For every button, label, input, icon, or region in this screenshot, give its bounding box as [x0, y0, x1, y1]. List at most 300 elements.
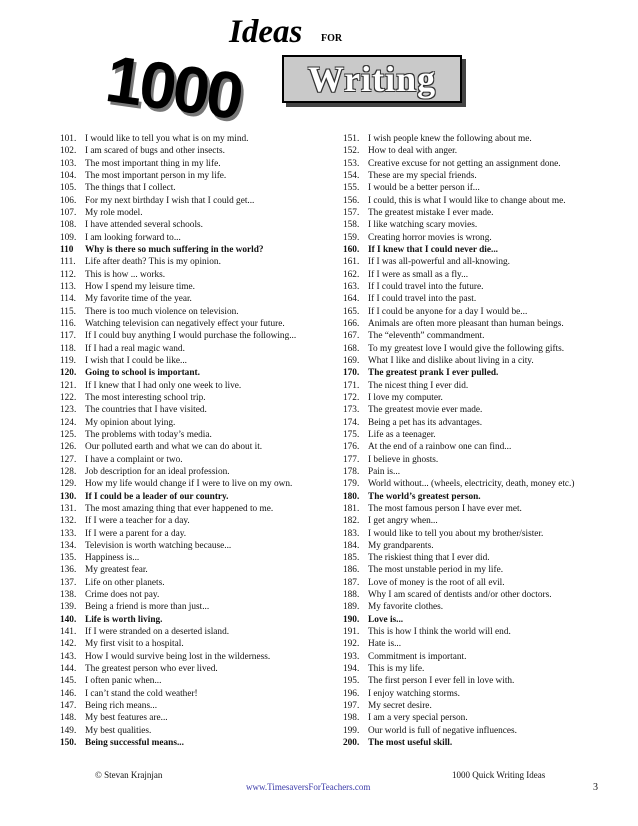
list-item: [343, 626, 603, 638]
item-number: 180.: [343, 491, 360, 502]
item-text: My role model.: [85, 207, 143, 218]
list-item: [60, 737, 332, 749]
list-item: [343, 281, 603, 293]
item-text: Hate is...: [368, 639, 402, 650]
item-text: Pain is...: [368, 466, 401, 477]
item-number: 199.: [343, 725, 360, 736]
item-text: To my greatest love I would give the following gifts.: [368, 343, 565, 354]
list-item: [60, 207, 332, 219]
list-item: [343, 330, 603, 342]
item-text: The nicest thing I ever did.: [368, 380, 469, 391]
item-number: 150.: [60, 738, 77, 749]
item-text: Creating horror movies is wrong.: [368, 232, 492, 243]
item-text: How I would survive being lost in the wilderness.: [85, 651, 271, 662]
item-number: 127.: [60, 454, 77, 465]
list-item: [60, 540, 332, 552]
item-number: 160.: [343, 244, 360, 255]
list-item: [343, 355, 603, 367]
item-text: Life after death? This is my opinion.: [85, 257, 221, 268]
item-text: My opinion about lying.: [85, 417, 176, 428]
item-text: Why I am scared of dentists and/or other doctors.: [368, 590, 552, 601]
item-number: 117.: [60, 331, 76, 342]
item-text: Happiness is...: [85, 553, 140, 564]
list-item: [60, 256, 332, 268]
item-text: I could, this is what I would like to change about me.: [368, 195, 566, 206]
page-number: 3: [593, 782, 598, 793]
item-text: The most unstable period in my life.: [368, 565, 504, 576]
item-number: 152.: [343, 146, 360, 157]
list-item: [343, 244, 603, 256]
list-item: [60, 306, 332, 318]
list-item: [60, 552, 332, 564]
item-text: I have a complaint or two.: [85, 454, 183, 465]
item-number: 101.: [60, 134, 77, 144]
item-number: 171.: [343, 380, 360, 391]
item-number: 147.: [60, 701, 77, 712]
item-number: 165.: [343, 306, 360, 317]
list-item: [60, 515, 332, 527]
item-text: Being a friend is more than just...: [85, 602, 210, 613]
item-text: The most interesting school trip.: [85, 392, 206, 403]
item-number: 195.: [343, 676, 360, 687]
item-text: The world’s greatest person.: [368, 491, 481, 502]
item-number: 200.: [343, 738, 360, 749]
item-text: My grandparents.: [368, 540, 434, 551]
item-number: 125.: [60, 429, 77, 440]
item-number: 116.: [60, 318, 76, 329]
item-number: 157.: [343, 207, 360, 218]
list-item: [343, 170, 603, 182]
item-text: I believe in ghosts.: [368, 454, 439, 465]
item-text: I wish people knew the following about me.: [368, 134, 532, 144]
list-item: [60, 404, 332, 416]
item-number: 110: [60, 244, 74, 255]
item-text: Love of money is the root of all evil.: [368, 577, 505, 588]
item-number: 114.: [60, 294, 76, 305]
item-text: For my next birthday I wish that I could get...: [85, 195, 255, 206]
list-item: [60, 626, 332, 638]
item-text: Our world is full of negative influences.: [368, 725, 517, 736]
item-number: 184.: [343, 540, 360, 551]
item-number: 197.: [343, 701, 360, 712]
item-number: 118.: [60, 343, 76, 354]
item-number: 132.: [60, 516, 77, 527]
list-item: [343, 725, 603, 737]
item-text: I can’t stand the cold weather!: [85, 688, 198, 699]
list-item: [60, 145, 332, 157]
item-text: Love is...: [368, 614, 404, 625]
item-text: I get angry when...: [368, 516, 438, 527]
list-item: [343, 392, 603, 404]
item-text: I love my computer.: [368, 392, 443, 403]
item-text: The most useful skill.: [368, 738, 453, 749]
list-item: [343, 478, 603, 490]
list-item: [60, 528, 332, 540]
item-number: 129.: [60, 479, 77, 490]
item-number: 120.: [60, 368, 77, 379]
item-number: 126.: [60, 442, 77, 453]
item-text: The greatest mistake I ever made.: [368, 207, 494, 218]
list-item: [60, 232, 332, 244]
list-item: [343, 343, 603, 355]
item-text: I enjoy watching storms.: [368, 688, 460, 699]
list-item: [60, 367, 332, 379]
list-item: [60, 601, 332, 613]
list-item: [60, 392, 332, 404]
item-number: 130.: [60, 491, 77, 502]
item-number: 162.: [343, 269, 360, 280]
list-item: [343, 564, 603, 576]
list-item: [60, 675, 332, 687]
item-text: This is how ... works.: [85, 269, 166, 280]
list-item: [343, 207, 603, 219]
item-number: 115.: [60, 306, 76, 317]
list-item: [60, 380, 332, 392]
list-item: [343, 158, 603, 170]
item-number: 136.: [60, 565, 77, 576]
list-item: [60, 503, 332, 515]
title-writing: Writing: [307, 59, 437, 99]
item-text: Being successful means...: [85, 738, 184, 749]
item-number: 103.: [60, 158, 77, 169]
list-item: [60, 441, 332, 453]
list-item: [60, 651, 332, 663]
list-item: [60, 589, 332, 601]
item-number: 148.: [60, 713, 77, 724]
item-number: 167.: [343, 331, 360, 342]
list-item: [60, 466, 332, 478]
list-item: [343, 688, 603, 700]
item-text: If I were stranded on a deserted island.: [85, 627, 230, 638]
item-text: How my life would change if I were to live on my own.: [85, 479, 293, 490]
item-number: 159.: [343, 232, 360, 243]
item-number: 145.: [60, 676, 77, 687]
item-text: I often panic when...: [85, 676, 162, 687]
item-text: I am scared of bugs and other insects.: [85, 146, 225, 157]
list-item: [60, 269, 332, 281]
item-text: If I knew that I had only one week to live.: [85, 380, 242, 391]
list-item: [60, 688, 332, 700]
item-number: 137.: [60, 577, 77, 588]
item-number: 164.: [343, 294, 360, 305]
item-number: 123.: [60, 405, 77, 416]
list-item: [60, 343, 332, 355]
item-number: 111.: [60, 257, 76, 268]
item-number: 143.: [60, 651, 77, 662]
item-text: Going to school is important.: [85, 368, 200, 379]
item-number: 102.: [60, 146, 77, 157]
item-text: At the end of a rainbow one can find...: [368, 442, 512, 453]
list-item: [343, 614, 603, 626]
list-item: [343, 675, 603, 687]
item-number: 173.: [343, 405, 360, 416]
item-text: The greatest prank I ever pulled.: [368, 368, 499, 379]
list-item: [343, 318, 603, 330]
list-item: [60, 133, 332, 145]
item-number: 161.: [343, 257, 360, 268]
list-item: [60, 170, 332, 182]
item-number: 121.: [60, 380, 77, 391]
item-text: This is how I think the world will end.: [368, 627, 511, 638]
item-number: 109.: [60, 232, 77, 243]
item-number: 138.: [60, 590, 77, 601]
item-number: 146.: [60, 688, 77, 699]
list-item: [60, 293, 332, 305]
item-number: 178.: [343, 466, 360, 477]
list-item: [343, 515, 603, 527]
item-text: This is my life.: [368, 664, 425, 675]
item-text: The most amazing thing that ever happened to me.: [85, 503, 274, 514]
title-1000: 1000: [101, 40, 246, 134]
item-text: Life as a teenager.: [368, 429, 436, 440]
list-item: [343, 256, 603, 268]
list-item: [343, 269, 603, 281]
item-number: 169.: [343, 355, 360, 366]
list-item: [343, 380, 603, 392]
item-text: Life on other planets.: [85, 577, 165, 588]
list-item: [343, 540, 603, 552]
list-item: [60, 725, 332, 737]
list-item: [60, 244, 332, 256]
item-number: 158.: [343, 220, 360, 231]
item-text: My greatest fear.: [85, 565, 148, 576]
item-number: 107.: [60, 207, 77, 218]
list-item: [60, 219, 332, 231]
title-banner: [0, 0, 638, 134]
item-number: 182.: [343, 516, 360, 527]
item-number: 192.: [343, 639, 360, 650]
item-text: The “eleventh” commandment.: [368, 331, 485, 342]
item-text: I am looking forward to...: [85, 232, 181, 243]
item-text: World without... (wheels, electricity, death, money etc.): [368, 479, 575, 490]
list-item: [60, 158, 332, 170]
item-text: I am a very special person.: [368, 713, 468, 724]
item-number: 194.: [343, 664, 360, 675]
item-text: Life is worth living.: [85, 614, 163, 625]
item-text: The greatest person who ever lived.: [85, 664, 218, 675]
item-text: If I had a real magic wand.: [85, 343, 185, 354]
list-item: [343, 466, 603, 478]
list-item: [343, 306, 603, 318]
item-number: 154.: [343, 170, 360, 181]
item-text: If I could travel into the future.: [368, 281, 484, 292]
item-text: My best features are...: [85, 713, 168, 724]
item-text: I would like to tell you what is on my mind.: [85, 134, 249, 144]
item-text: If I knew that I could never die...: [368, 244, 498, 255]
list-item: [343, 441, 603, 453]
item-number: 187.: [343, 577, 360, 588]
list-item: [343, 404, 603, 416]
item-number: 144.: [60, 664, 77, 675]
item-number: 175.: [343, 429, 360, 440]
footer-url[interactable]: www.TimesaversForTeachers.com: [246, 782, 371, 792]
item-text: The countries that I have visited.: [85, 405, 207, 416]
item-number: 174.: [343, 417, 360, 428]
footer-title: 1000 Quick Writing Ideas: [452, 770, 546, 780]
item-text: If I was all-powerful and all-knowing.: [368, 257, 510, 268]
item-number: 166.: [343, 318, 360, 329]
item-text: If I were a parent for a day.: [85, 528, 187, 539]
item-number: 172.: [343, 392, 360, 403]
list-item: [343, 195, 603, 207]
item-number: 155.: [343, 183, 360, 194]
item-number: 153.: [343, 158, 360, 169]
list-item: [343, 552, 603, 564]
list-item: [343, 503, 603, 515]
item-text: The problems with today’s media.: [85, 429, 212, 440]
item-text: My first visit to a hospital.: [85, 639, 184, 650]
writing-badge: [282, 55, 462, 103]
list-item: [60, 712, 332, 724]
list-item: [60, 429, 332, 441]
item-text: Being a pet has its advantages.: [368, 417, 483, 428]
list-item: [60, 281, 332, 293]
item-text: Commitment is important.: [368, 651, 467, 662]
list-item: [60, 417, 332, 429]
item-number: 177.: [343, 454, 360, 465]
item-number: 191.: [343, 627, 360, 638]
item-number: 168.: [343, 343, 360, 354]
list-item: [343, 528, 603, 540]
item-number: 124.: [60, 417, 77, 428]
list-item: [343, 491, 603, 503]
item-text: I have attended several schools.: [85, 220, 203, 231]
item-number: 140.: [60, 614, 77, 625]
item-number: 149.: [60, 725, 77, 736]
item-text: The things that I collect.: [85, 183, 176, 194]
item-number: 134.: [60, 540, 77, 551]
list-item: [343, 712, 603, 724]
item-number: 112.: [60, 269, 76, 280]
title-ideas: Ideas: [229, 14, 303, 50]
list-item: [60, 700, 332, 712]
list-item: [343, 219, 603, 231]
item-text: Crime does not pay.: [85, 590, 160, 601]
item-text: I wish that I could be like...: [85, 355, 187, 366]
item-text: Being rich means...: [85, 701, 158, 712]
list-item: [343, 417, 603, 429]
item-number: 156.: [343, 195, 360, 206]
item-number: 141.: [60, 627, 77, 638]
item-text: Our polluted earth and what we can do about it.: [85, 442, 263, 453]
list-item: [60, 182, 332, 194]
item-number: 113.: [60, 281, 76, 292]
item-number: 139.: [60, 602, 77, 613]
item-text: If I could travel into the past.: [368, 294, 477, 305]
list-item: [343, 737, 603, 749]
list-item: [343, 577, 603, 589]
list-item: [60, 330, 332, 342]
item-text: Why is there so much suffering in the world?: [85, 244, 264, 255]
list-item: [60, 318, 332, 330]
item-text: Watching television can negatively effect your future.: [85, 318, 285, 329]
item-number: 151.: [343, 134, 360, 144]
item-number: 188.: [343, 590, 360, 601]
item-text: Job description for an ideal profession.: [85, 466, 230, 477]
item-text: I would be a better person if...: [368, 183, 480, 194]
item-text: If I were as small as a fly...: [368, 269, 469, 280]
item-text: These are my special friends.: [368, 170, 477, 181]
item-text: There is too much violence on television.: [85, 306, 239, 317]
item-text: I like watching scary movies.: [368, 220, 478, 231]
item-text: If I could buy anything I would purchase the following...: [85, 331, 297, 342]
item-text: Television is worth watching because...: [85, 540, 232, 551]
item-number: 183.: [343, 528, 360, 539]
item-text: My favorite clothes.: [368, 602, 444, 613]
list-item: [60, 454, 332, 466]
item-text: My best qualities.: [85, 725, 152, 736]
item-number: 131.: [60, 503, 77, 514]
item-number: 163.: [343, 281, 360, 292]
list-item: [343, 145, 603, 157]
list-item: [343, 651, 603, 663]
item-number: 105.: [60, 183, 77, 194]
list-item: [343, 429, 603, 441]
list-item: [343, 293, 603, 305]
item-number: 108.: [60, 220, 77, 231]
list-item: [60, 638, 332, 650]
list-item: [60, 478, 332, 490]
item-number: 104.: [60, 170, 77, 181]
item-number: 128.: [60, 466, 77, 477]
item-number: 170.: [343, 368, 360, 379]
item-text: My secret desire.: [368, 701, 432, 712]
list-item: [60, 355, 332, 367]
list-item: [343, 133, 603, 145]
list-item: [60, 614, 332, 626]
list-item: [343, 232, 603, 244]
item-number: 190.: [343, 614, 360, 625]
title-for: FOR: [321, 33, 343, 44]
item-number: 122.: [60, 392, 77, 403]
ideas-list-right: [343, 133, 603, 749]
list-item: [60, 663, 332, 675]
item-number: 135.: [60, 553, 77, 564]
item-number: 186.: [343, 565, 360, 576]
item-text: If I could be a leader of our country.: [85, 491, 229, 502]
item-number: 181.: [343, 503, 360, 514]
list-item: [343, 663, 603, 675]
item-number: 189.: [343, 602, 360, 613]
item-number: 196.: [343, 688, 360, 699]
item-text: The most important person in my life.: [85, 170, 227, 181]
list-item: [343, 601, 603, 613]
item-text: The riskiest thing that I ever did.: [368, 553, 490, 564]
list-item: [343, 182, 603, 194]
item-number: 185.: [343, 553, 360, 564]
ideas-list-left: [60, 133, 332, 749]
list-item: [60, 195, 332, 207]
item-text: The greatest movie ever made.: [368, 405, 483, 416]
list-item: [343, 454, 603, 466]
item-number: 133.: [60, 528, 77, 539]
list-item: [343, 700, 603, 712]
item-text: My favorite time of the year.: [85, 294, 192, 305]
item-text: What I like and dislike about living in a city.: [368, 355, 534, 366]
footer-author: © Stevan Krajnjan: [95, 770, 163, 780]
item-number: 106.: [60, 195, 77, 206]
list-item: [60, 491, 332, 503]
item-text: If I were a teacher for a day.: [85, 516, 190, 527]
list-item: [60, 577, 332, 589]
item-text: The most famous person I have ever met.: [368, 503, 522, 514]
item-text: The most important thing in my life.: [85, 158, 221, 169]
item-text: Creative excuse for not getting an assignment done.: [368, 158, 561, 169]
item-text: How to deal with anger.: [368, 146, 458, 157]
item-number: 119.: [60, 355, 76, 366]
item-number: 179.: [343, 479, 360, 490]
list-item: [60, 564, 332, 576]
